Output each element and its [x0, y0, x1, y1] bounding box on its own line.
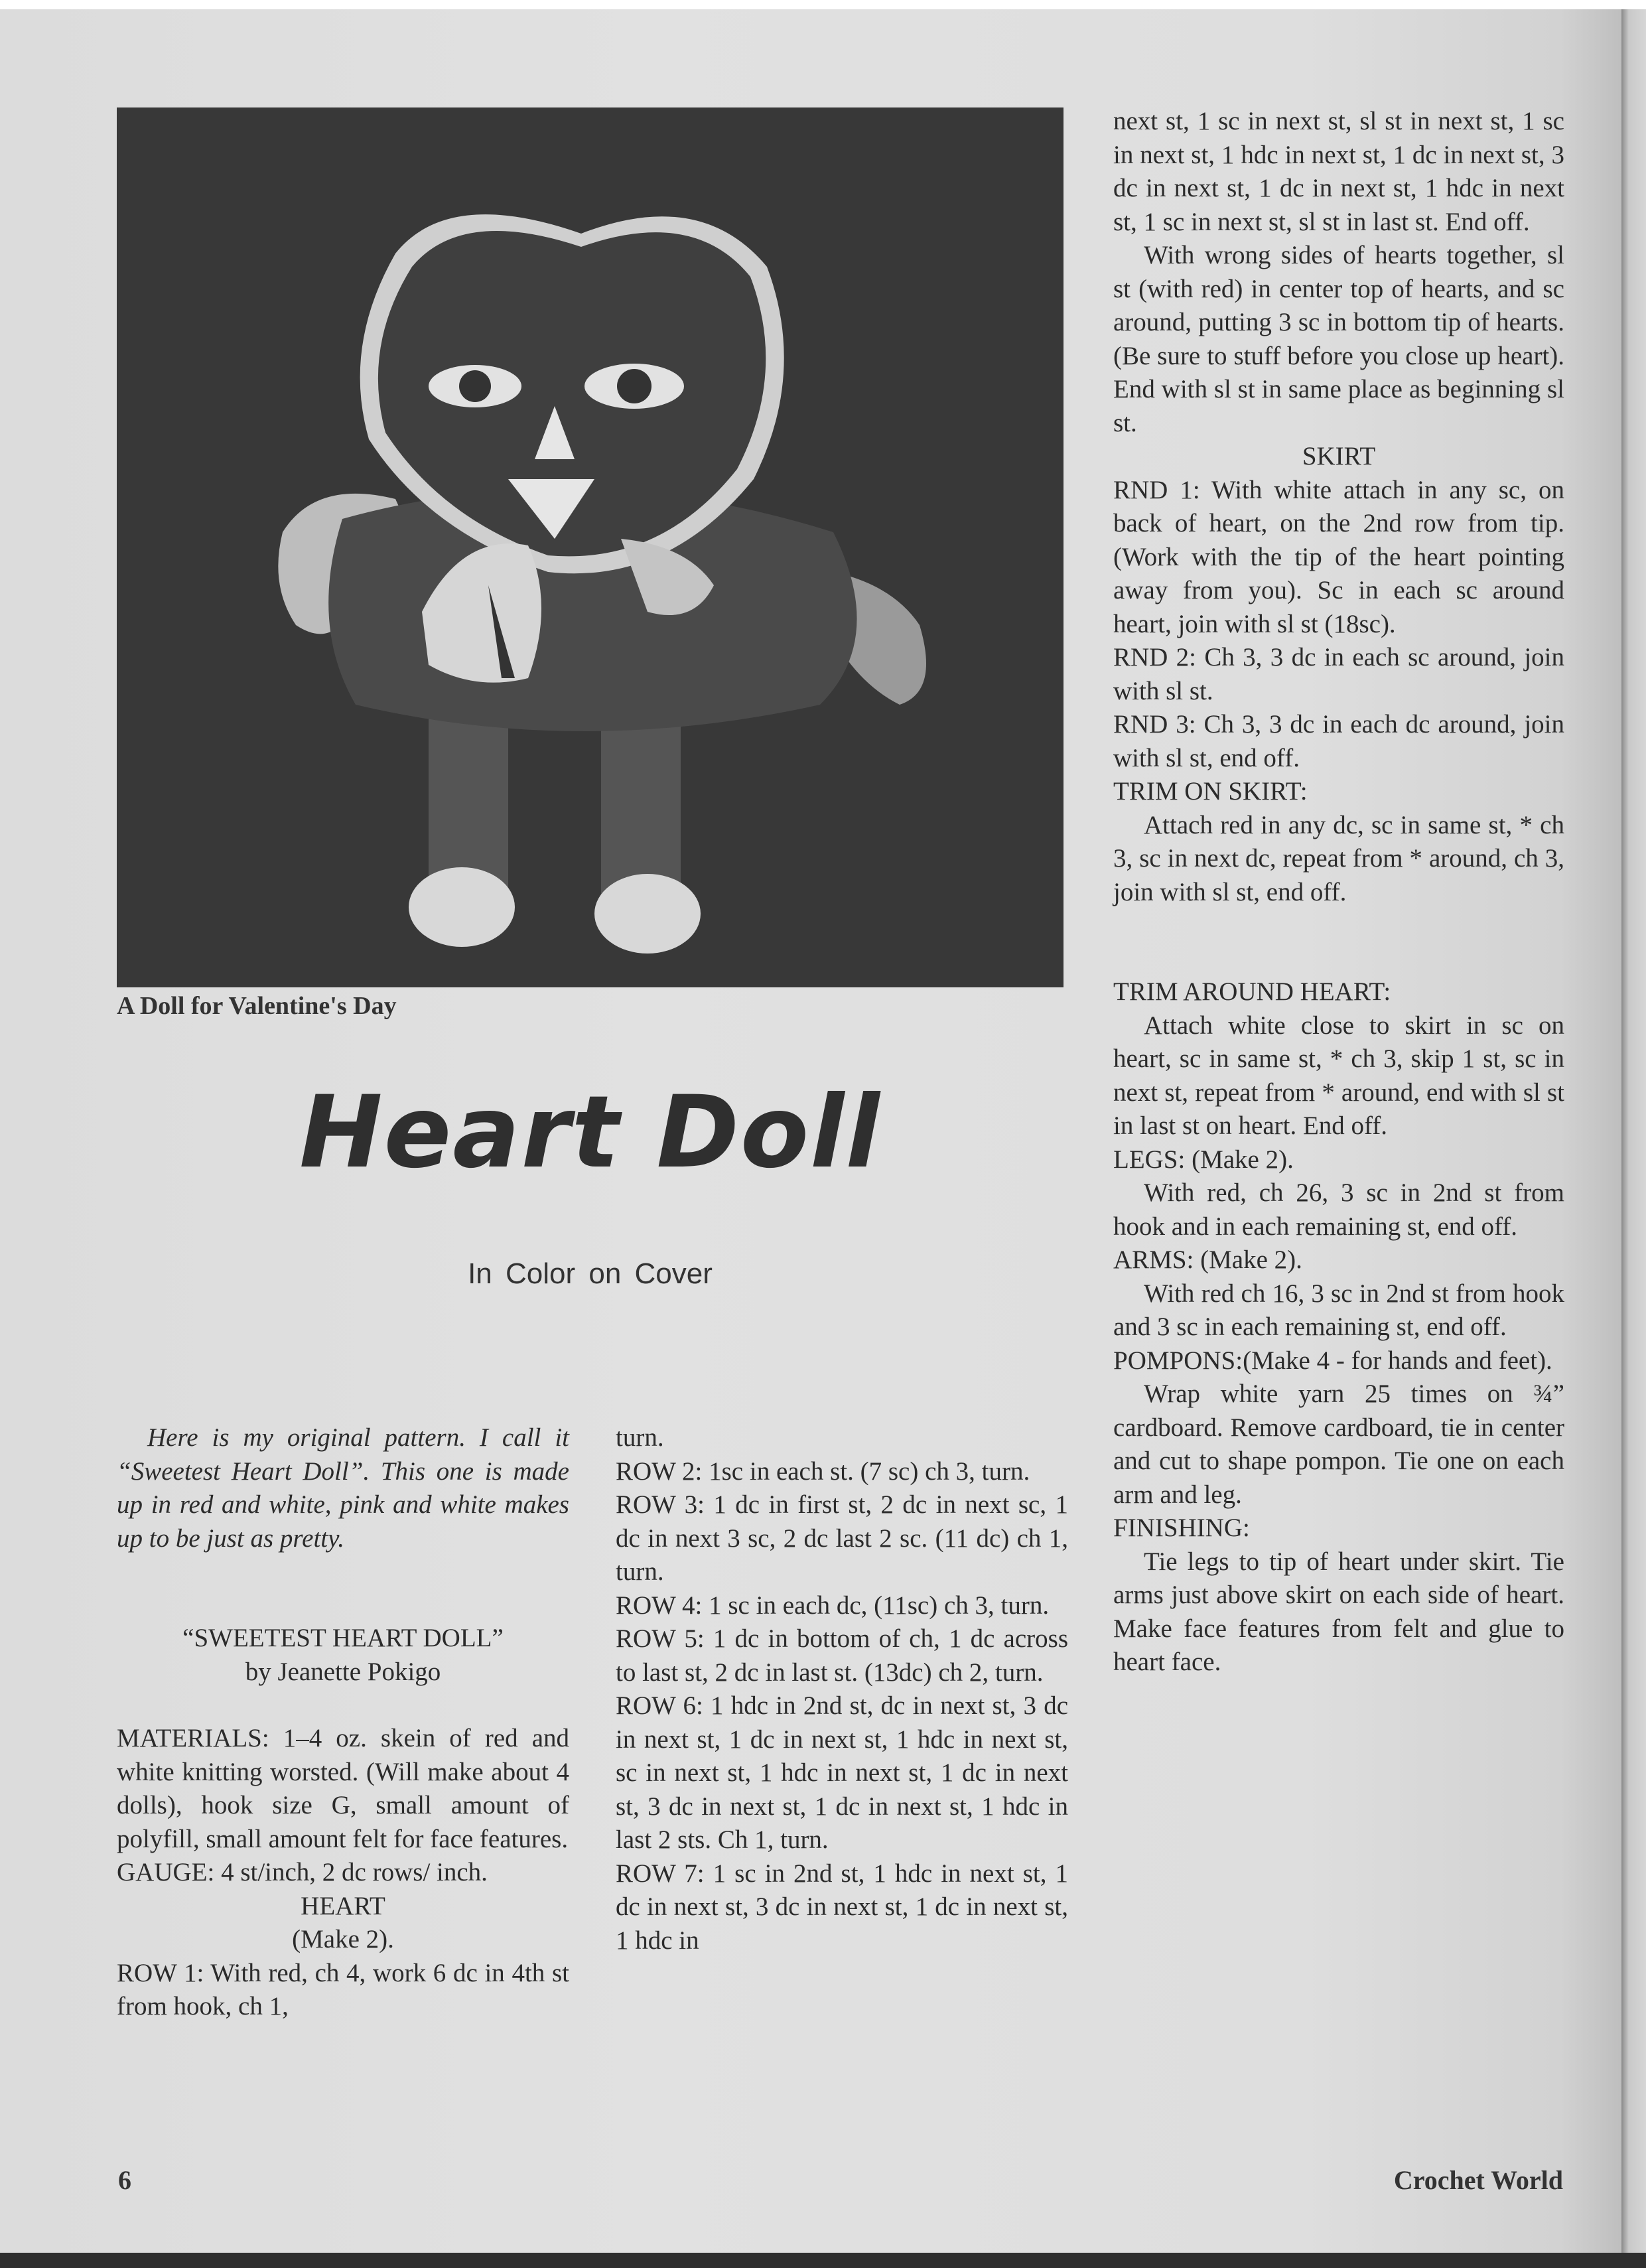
skirt-heading: SKIRT [1302, 442, 1376, 470]
trim-skirt-heading: TRIM ON SKIRT: [1113, 777, 1308, 806]
skirt-round-1: RND 1: With white attach in any sc, on back of heart, on the 2nd row from tip. (Work with the tip of the heart pointing away from you). Sc in each sc around heart, join with sl st (18sc). [1113, 475, 1564, 638]
page-bottom-edge [0, 2253, 1646, 2268]
join-hearts-paragraph: With wrong sides of hearts together, sl st (with red) in center top of hearts, and sc around, putting 3 sc in bottom tip of hearts. (Be sure to stuff before you close up heart). End with sl st in same place as beginning sl st. [1113, 241, 1564, 437]
row-7-continuation: next st, 1 sc in next st, sl st in next st, 1 sc in next st, 1 hdc in next st, 1 dc in next st, 3 dc in next st, 1 dc in next st, 1 hdc in next st, 1 sc in next st, sl st in last st. End off. [1113, 107, 1564, 236]
legs-paragraph: With red, ch 26, 3 sc in 2nd st from hook and in each remaining st, end off. [1113, 1178, 1564, 1241]
row-2-instruction: ROW 2: 1sc in each st. (7 sc) ch 3, turn. [616, 1456, 1030, 1486]
heart-heading: HEART [301, 1891, 385, 1920]
skirt-round-3: RND 3: Ch 3, 3 dc in each dc around, join with sl st, end off. [1113, 710, 1564, 772]
article-title: Heart Doll [299, 1075, 881, 1190]
row-1-instruction: ROW 1: With red, ch 4, work 6 dc in 4th st from hook, ch 1, [117, 1958, 569, 2020]
publication-name: Crochet World [1393, 2165, 1563, 2195]
right-column [1113, 105, 1564, 1679]
row-7-instruction: ROW 7: 1 sc in 2nd st, 1 hdc in next st, 1 dc in next st, 3 dc in next st, 1 dc in next st, 1 hdc in [616, 1859, 1068, 1955]
row-5-instruction: ROW 5: 1 dc in bottom of ch, 1 dc across to last st, 2 dc in last st. (13dc) ch 2, turn. [616, 1624, 1068, 1687]
photo-caption: A Doll for Valentine's Day [117, 992, 397, 1020]
page-spine-shadow [1621, 9, 1646, 2268]
pattern-name: “SWEETEST HEART DOLL” [182, 1624, 504, 1652]
trim-heart-paragraph: Attach white close to skirt in sc on heart, sc in same st, * ch 3, skip 1 st, sc in next st, repeat from * around, end with sl st in last st on heart. End off. [1113, 1011, 1564, 1140]
legs-heading: LEGS: (Make 2). [1113, 1145, 1294, 1174]
row-4-instruction: ROW 4: 1 sc in each dc, (11sc) ch 3, turn. [616, 1591, 1050, 1620]
row-3-instruction: ROW 3: 1 dc in first st, 2 dc in next sc, 1 dc in next 3 sc, 2 dc last 2 sc. (11 dc) ch 1, turn. [616, 1490, 1068, 1586]
article-subtitle: In Color on Cover [468, 1257, 713, 1290]
left-column [117, 1421, 569, 2024]
byline: by Jeanette Pokigo [245, 1657, 441, 1686]
skirt-round-2: RND 2: Ch 3, 3 dc in each sc around, join with sl st. [1113, 643, 1564, 705]
intro-paragraph: Here is my original pattern. I call it “Sweetest Heart Doll”. This one is made up in red and white, pink and white makes up to be just as pretty. [117, 1423, 569, 1553]
gauge-paragraph: GAUGE: 4 st/inch, 2 dc rows/ inch. [117, 1858, 488, 1886]
row-1-continuation: turn. [616, 1423, 664, 1452]
pompons-heading: POMPONS:(Make 4 - for hands and feet). [1113, 1346, 1552, 1375]
middle-column [616, 1421, 1068, 1957]
pompons-paragraph: Wrap white yarn 25 times on ¾” cardboard. Remove cardboard, tie in center and cut to shape pompon. Tie one on each arm and leg. [1113, 1380, 1564, 1509]
materials-paragraph: MATERIALS: 1–4 oz. skein of red and white knitting worsted. (Will make about 4 dolls), hook size G, small amount of polyfill, small amount felt for face features. [117, 1724, 569, 1853]
arms-heading: ARMS: (Make 2). [1113, 1245, 1302, 1274]
heart-doll-illustration [117, 107, 1063, 987]
row-6-instruction: ROW 6: 1 hdc in 2nd st, dc in next st, 3 dc in next st, 1 dc in next st, 1 hdc in next st, sc in next st, 1 hdc in next st, 1 dc in next st, 3 dc in next st, 1 dc in next st, 1 hdc in last 2 sts. Ch 1, turn. [616, 1691, 1068, 1854]
finishing-paragraph: Tie legs to tip of heart under skirt. Tie arms just above skirt on each side of heart. Make face features from felt and glue to heart face. [1113, 1547, 1564, 1676]
trim-heart-heading: TRIM AROUND HEART: [1113, 977, 1391, 1006]
heart-make-note: (Make 2). [292, 1925, 394, 1953]
finishing-heading: FINISHING: [1113, 1514, 1250, 1542]
arms-paragraph: With red ch 16, 3 sc in 2nd st from hook and 3 sc in each remaining st, end off. [1113, 1279, 1564, 1341]
doll-photo [117, 107, 1063, 987]
page-number: 6 [118, 2165, 131, 2195]
trim-skirt-paragraph: Attach red in any dc, sc in same st, * ch 3, sc in next dc, repeat from * around, ch 3, join with sl st, end off. [1113, 810, 1564, 906]
